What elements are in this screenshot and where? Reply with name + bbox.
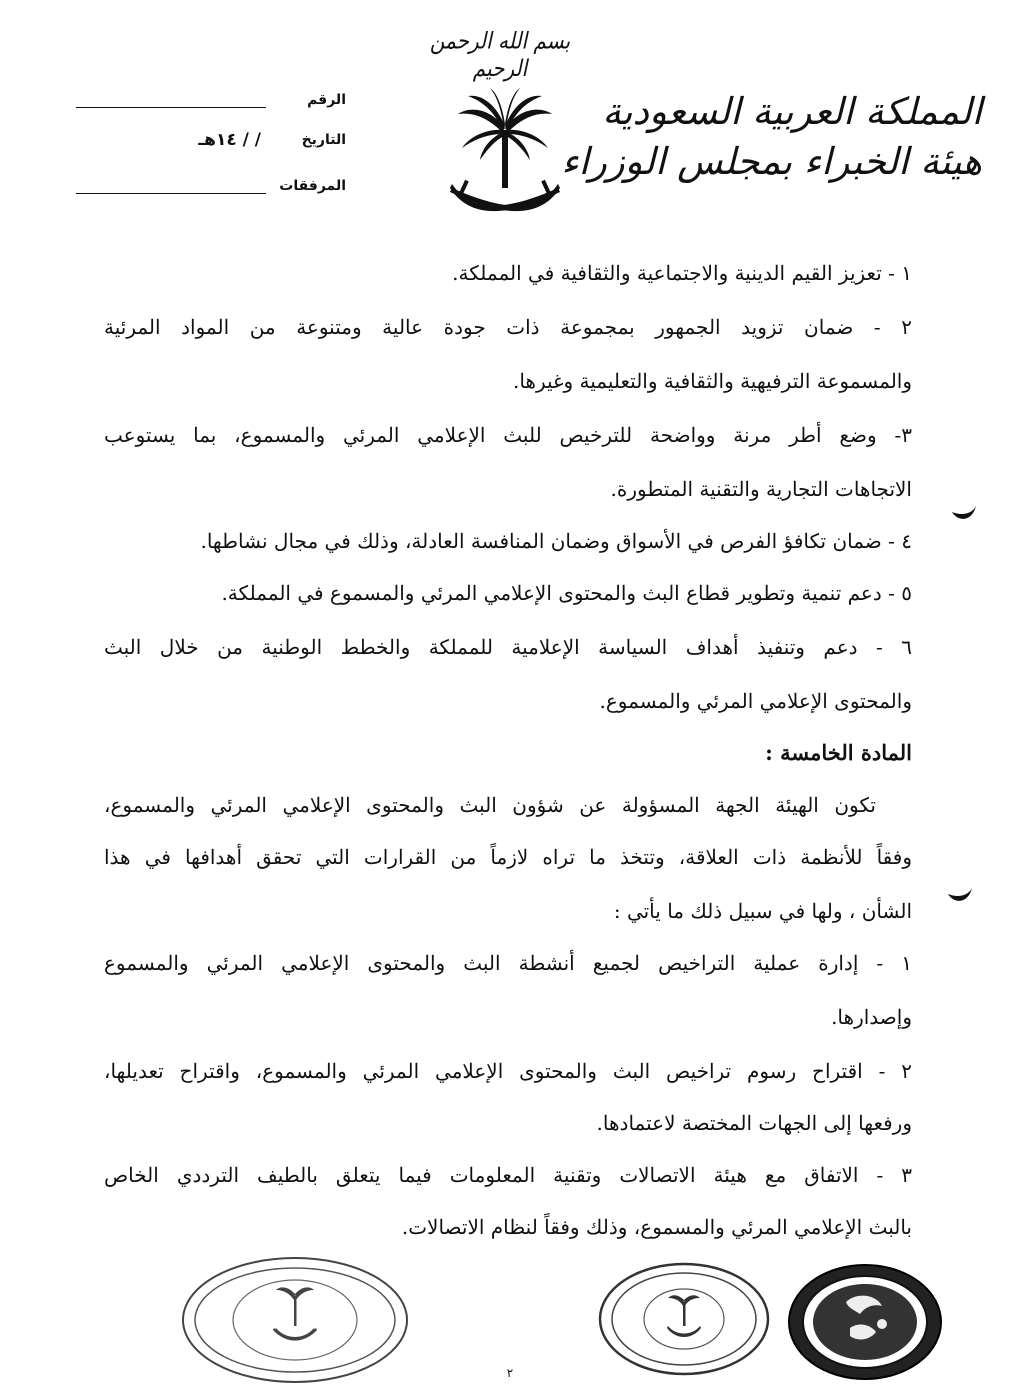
org-name-kingdom: المملكة العربية السعودية <box>602 90 982 133</box>
ref-number-line <box>76 107 266 108</box>
list-item-line: ٤ - ضمان تكافؤ الفرص في الأسواق وضمان المنافسة العادلة، وذلك في مجال نشاطها. <box>200 529 912 553</box>
list-item-line: الاتجاهات التجارية والتقنية المتطورة. <box>610 477 912 501</box>
margin-mark-icon <box>946 882 974 906</box>
list-item-line: ورفعها إلى الجهات المختصة لاعتمادها. <box>596 1111 912 1135</box>
attachments-line <box>76 193 266 194</box>
article-heading: المادة الخامسة : <box>765 740 912 765</box>
paragraph-line: الشأن ، ولها في سبيل ذلك ما يأتي : <box>613 899 912 923</box>
page-number: ٢ <box>506 1366 514 1380</box>
list-item-line: ٢ - اقتراح رسوم تراخيص البث والمحتوى الإعلامي المرئي والمسموع، واقتراح تعديلها، <box>104 1059 912 1083</box>
attachments-label: المرفقات <box>279 178 346 194</box>
list-item-line: ٢ - ضمان تزويد الجمهور بمجموعة ذات جودة عالية ومتنوعة من المواد المرئية <box>104 315 912 339</box>
list-item-line: وإصدارها. <box>831 1005 912 1029</box>
list-item-line: ١ - تعزيز القيم الدينية والاجتماعية والثقافية في المملكة. <box>452 261 912 285</box>
list-item-line: ١ - إدارة عملية التراخيص لجميع أنشطة البث والمحتوى الإعلامي المرئي والمسموع <box>104 951 912 975</box>
list-item-line: بالبث الإعلامي المرئي والمسموع، وذلك وفقاً لنظام الاتصالات. <box>401 1215 912 1239</box>
list-item-line: ٣- وضع أطر مرنة وواضحة للترخيص للبث الإعلامي المرئي والمسموع، بما يستوعب <box>104 423 912 447</box>
margin-mark-icon <box>950 500 978 524</box>
list-item-line: ٥ - دعم تنمية وتطوير قطاع البث والمحتوى الإعلامي المرئي والمسموع في المملكة. <box>221 581 912 605</box>
paragraph-line: تكون الهيئة الجهة المسؤولة عن شؤون البث والمحتوى الإعلامي المرئي والمسموع، <box>104 793 876 817</box>
list-item-line: والمحتوى الإعلامي المرئي والمسموع. <box>599 689 912 713</box>
official-seal-right-icon <box>786 1262 944 1382</box>
date-template: / / ١٤هـ <box>198 130 261 150</box>
basmala: بسم الله الرحمن الرحيم <box>429 26 571 82</box>
date-label: التاريخ <box>301 132 346 148</box>
attachments-field <box>76 176 346 206</box>
paragraph-line: وفقاً للأنظمة ذات العلاقة، وتتخذ ما تراه لازماً من القرارات التي تحقق أهدافها في هذا <box>104 845 912 869</box>
ref-number-field <box>76 90 346 120</box>
ref-number-label: الرقم <box>307 92 346 108</box>
official-seal-left-icon <box>180 1254 410 1386</box>
date-field <box>76 130 346 160</box>
list-item-line: والمسموعة الترفيهية والثقافية والتعليمية وغيرها. <box>512 369 912 393</box>
official-seal-center-icon <box>596 1260 772 1378</box>
list-item-line: ٦ - دعم وتنفيذ أهداف السياسة الإعلامية للمملكة والخطط الوطنية من خلال البث <box>104 635 912 659</box>
list-item-line: ٣ - الاتفاق مع هيئة الاتصالات وتقنية المعلومات فيما يتعلق بالطيف الترددي الخاص <box>104 1163 912 1187</box>
palm-swords-emblem-icon <box>440 88 570 228</box>
org-name-bureau: هيئة الخبراء بمجلس الوزراء <box>561 140 982 183</box>
